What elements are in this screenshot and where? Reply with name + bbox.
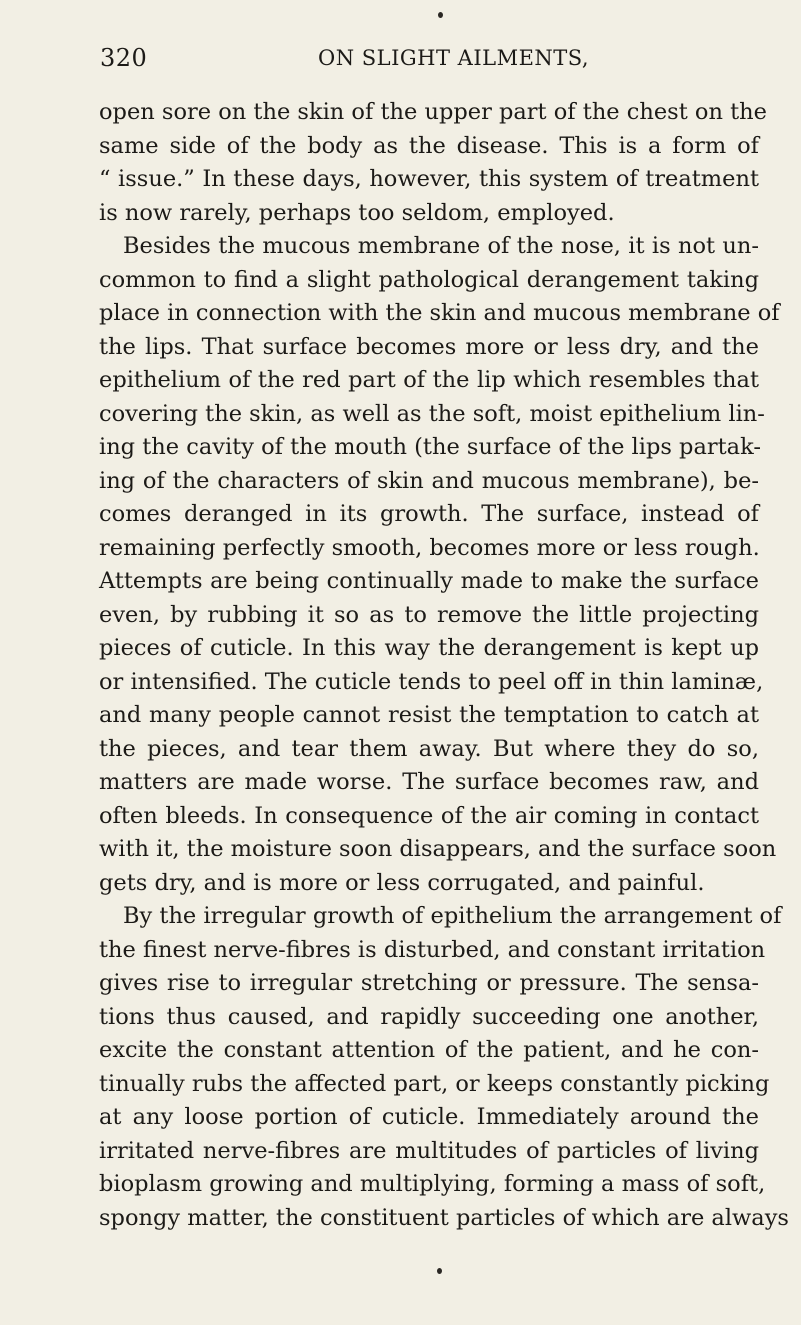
text-line: pieces of cuticle. In this way the derangement is kept up xyxy=(99,635,759,661)
text-line: epithelium of the red part of the lip which resembles that xyxy=(99,367,759,393)
text-line: common to find a slight pathological derangement taking xyxy=(99,266,759,293)
print-speck xyxy=(438,12,443,18)
text-line: covering the skin, as well as the soft, moist epithelium lin- xyxy=(99,400,765,427)
text-line: the pieces, and tear them away. But where they do so, xyxy=(99,735,759,762)
text-line: tinually rubs the affected part, or keeps constantly picking xyxy=(99,1070,770,1097)
text-line: same side of the body as the disease. This is a form of xyxy=(99,132,759,159)
text-line: Besides the mucous membrane of the nose, it is not un- xyxy=(123,233,759,259)
text-line: ing the cavity of the mouth (the surface of the lips partak- xyxy=(99,434,761,460)
print-speck xyxy=(437,1268,442,1274)
text-line: excite the constant attention of the patient, and he con- xyxy=(99,1037,759,1063)
text-line: gets dry, and is more or less corrugated, and painful. xyxy=(99,869,705,896)
text-line: often bleeds. In consequence of the air coming in contact xyxy=(99,802,759,829)
text-line: spongy matter, the constituent particles of which are always xyxy=(99,1204,789,1231)
text-line: even, by rubbing it so as to remove the little projecting xyxy=(99,601,759,628)
text-line: with it, the moisture soon disappears, and the surface soon xyxy=(99,836,777,862)
text-line: the finest nerve-fibres is disturbed, and constant irritation xyxy=(99,936,766,963)
text-line: gives rise to irregular stretching or pressure. The sensa- xyxy=(99,970,759,996)
text-line: is now rarely, perhaps too seldom, employed. xyxy=(99,199,615,226)
running-head: ON SLIGHT AILMENTS, xyxy=(318,46,590,70)
body-text xyxy=(99,96,789,1235)
text-line: bioplasm growing and multiplying, forming a mass of soft, xyxy=(99,1171,766,1197)
text-line: tions thus caused, and rapidly succeeding one another, xyxy=(99,1003,759,1030)
text-line: and many people cannot resist the temptation to catch at xyxy=(99,702,759,728)
text-line: “ issue.” In these days, however, this system of treatment xyxy=(99,166,759,192)
text-line: ing of the characters of skin and mucous membrane), be- xyxy=(99,467,759,494)
text-line: at any loose portion of cuticle. Immediately around the xyxy=(99,1104,759,1130)
text-line: matters are made worse. The surface becomes raw, and xyxy=(99,769,759,795)
text-line: comes deranged in its growth. The surface, instead of xyxy=(99,501,759,527)
text-line: Attempts are being continually made to make the surface xyxy=(99,568,759,594)
text-line: open sore on the skin of the upper part of the chest on the xyxy=(99,99,767,125)
page-header xyxy=(0,44,801,80)
text-line: place in connection with the skin and mucous membrane of xyxy=(99,300,780,326)
text-line: remaining perfectly smooth, becomes more or less rough. xyxy=(99,534,760,561)
text-line: irritated nerve-fibres are multitudes of particles of living xyxy=(99,1137,759,1164)
text-line: the lips. That surface becomes more or less dry, and the xyxy=(99,333,759,360)
text-line: By the irregular growth of epithelium the arrangement of xyxy=(123,903,782,929)
page-number: 320 xyxy=(100,44,148,72)
text-line: or intensified. The cuticle tends to peel off in thin laminæ, xyxy=(99,668,764,695)
